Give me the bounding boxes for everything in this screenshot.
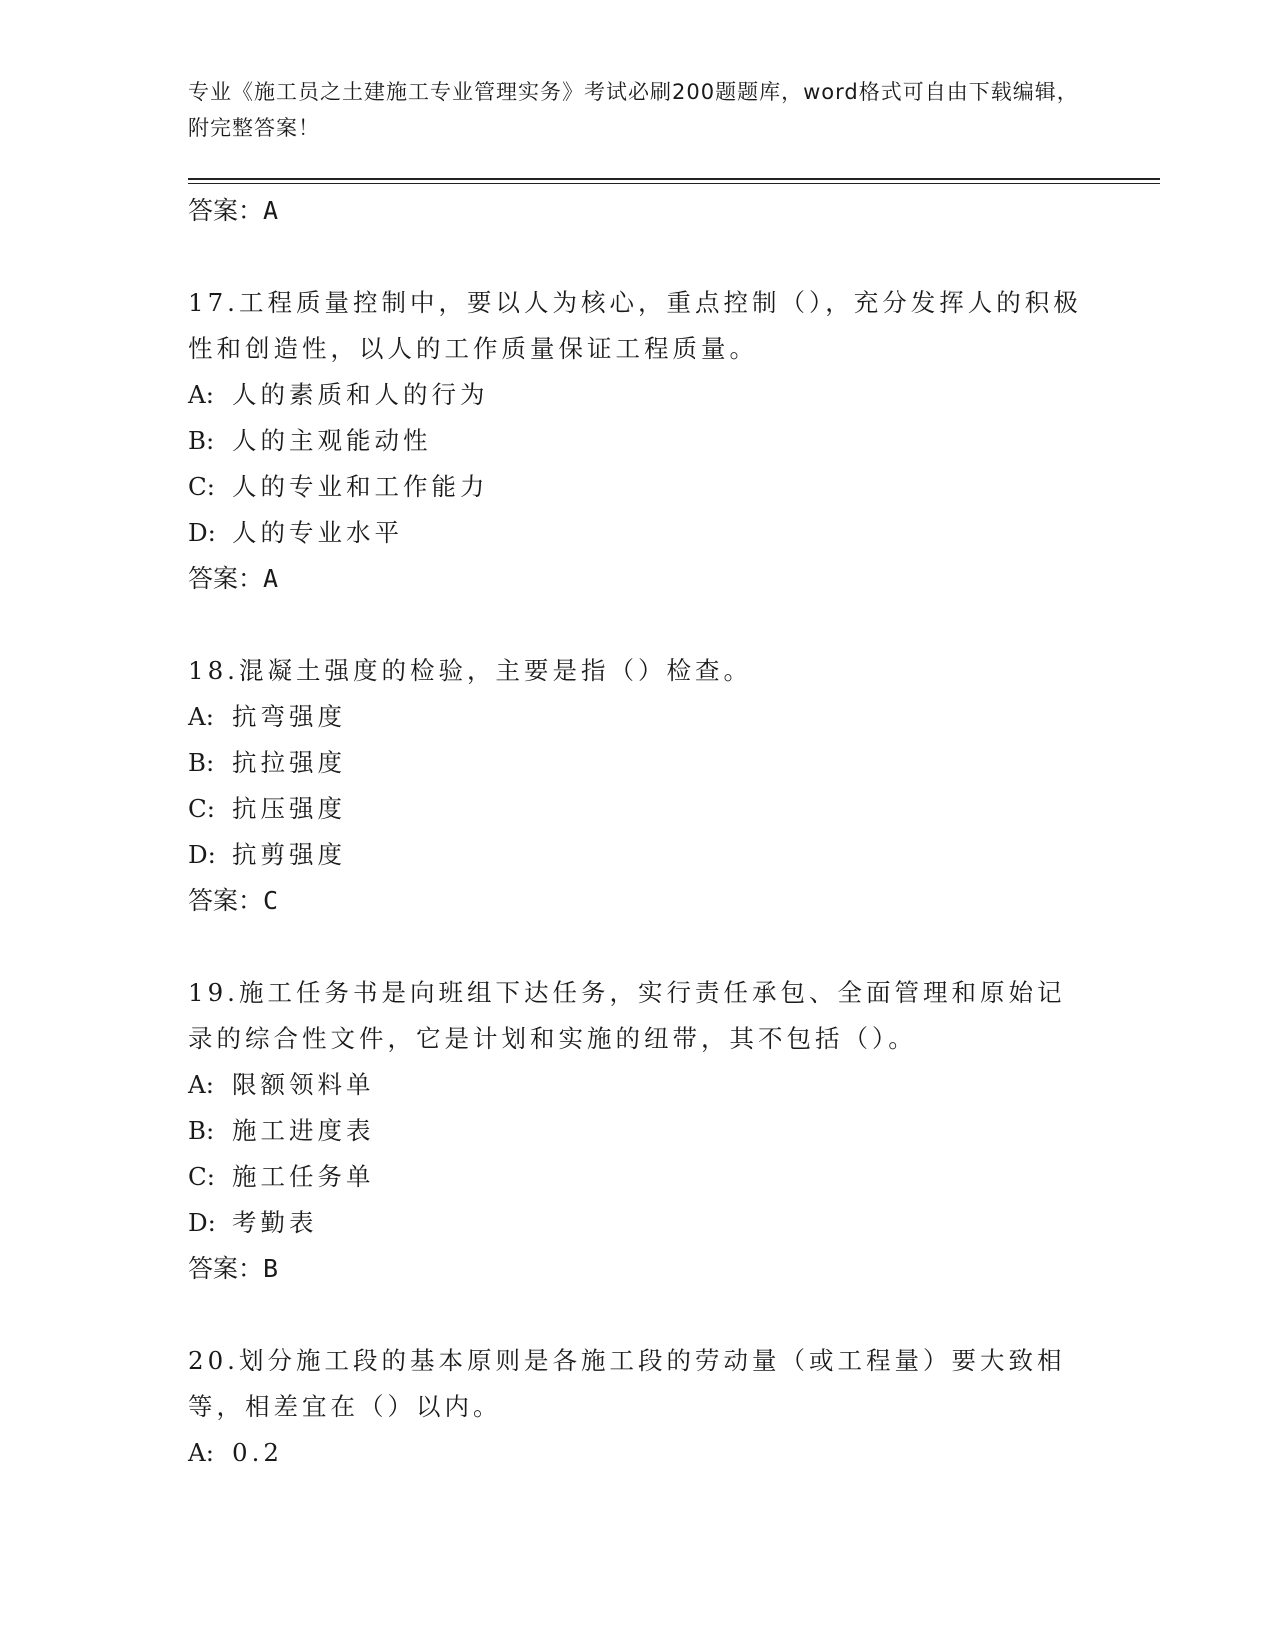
option-d (188, 832, 1088, 878)
option-text: 人的素质和人的行为 (232, 380, 489, 409)
question-19 (188, 970, 1088, 1292)
option-a (188, 694, 1088, 740)
answer-value: C (263, 886, 279, 915)
answer-label: 答案： (188, 886, 264, 915)
question-text: 18.混凝土强度的检验，主要是指（）检查。 (188, 656, 752, 685)
option-key: C: (188, 1162, 216, 1191)
question-17 (188, 280, 1088, 602)
option-text: 0.2 (232, 1438, 283, 1467)
question-text: 19.施工任务书是向班组下达任务，实行责任承包、全面管理和原始记录的综合性文件，它是计划和实施的纽带，其不包括（）。 (188, 978, 1066, 1053)
answer-line (188, 556, 1088, 602)
option-key: B: (188, 1116, 215, 1145)
option-c (188, 1154, 1088, 1200)
option-text: 抗弯强度 (232, 702, 346, 731)
option-c (188, 786, 1088, 832)
answer-line (188, 188, 1088, 234)
option-text: 抗拉强度 (232, 748, 346, 777)
option-a (188, 1430, 1088, 1476)
option-d (188, 510, 1088, 556)
option-key: C: (188, 472, 216, 501)
option-key: A: (188, 1070, 214, 1099)
option-text: 抗压强度 (232, 794, 346, 823)
header-divider-thin (188, 183, 1160, 184)
option-text: 施工任务单 (232, 1162, 375, 1191)
option-key: D: (188, 840, 216, 869)
page-header: 专业《施工员之土建施工专业管理实务》考试必刷200题题库，word格式可自由下载编辑，附完整答案！ (188, 80, 1079, 140)
answer-value: B (263, 1254, 279, 1283)
question-18 (188, 648, 1088, 924)
answer-label: 答案： (188, 1254, 264, 1283)
option-text: 限额领料单 (232, 1070, 375, 1099)
question-text: 20.划分施工段的基本原则是各施工段的劳动量（或工程量）要大致相等，相差宜在（）以内。 (188, 1346, 1066, 1421)
option-key: C: (188, 794, 216, 823)
option-d (188, 1200, 1088, 1246)
option-a (188, 372, 1088, 418)
answer-value: A (263, 196, 279, 225)
answer-line (188, 1246, 1088, 1292)
option-text: 考勤表 (232, 1208, 318, 1237)
option-a (188, 1062, 1088, 1108)
option-key: B: (188, 426, 215, 455)
answer-label: 答案： (188, 196, 264, 225)
option-text: 施工进度表 (232, 1116, 375, 1145)
header-divider-thick (188, 178, 1160, 180)
answer-line (188, 878, 1088, 924)
option-key: D: (188, 1208, 216, 1237)
question-list (188, 188, 1088, 1476)
option-key: A: (188, 1438, 214, 1467)
question-text: 17.工程质量控制中，要以人为核心，重点控制（），充分发挥人的积极性和创造性，以人的工作质量保证工程质量。 (188, 288, 1082, 363)
answer-value: A (263, 564, 279, 593)
option-key: B: (188, 748, 215, 777)
option-key: A: (188, 702, 214, 731)
option-text: 人的专业水平 (232, 518, 403, 547)
option-b (188, 740, 1088, 786)
option-key: A: (188, 380, 214, 409)
answer-label: 答案： (188, 564, 264, 593)
option-text: 抗剪强度 (232, 840, 346, 869)
question-20 (188, 1338, 1088, 1476)
option-c (188, 464, 1088, 510)
option-b (188, 1108, 1088, 1154)
option-key: D: (188, 518, 216, 547)
option-text: 人的专业和工作能力 (232, 472, 489, 501)
option-text: 人的主观能动性 (232, 426, 432, 455)
option-b (188, 418, 1088, 464)
